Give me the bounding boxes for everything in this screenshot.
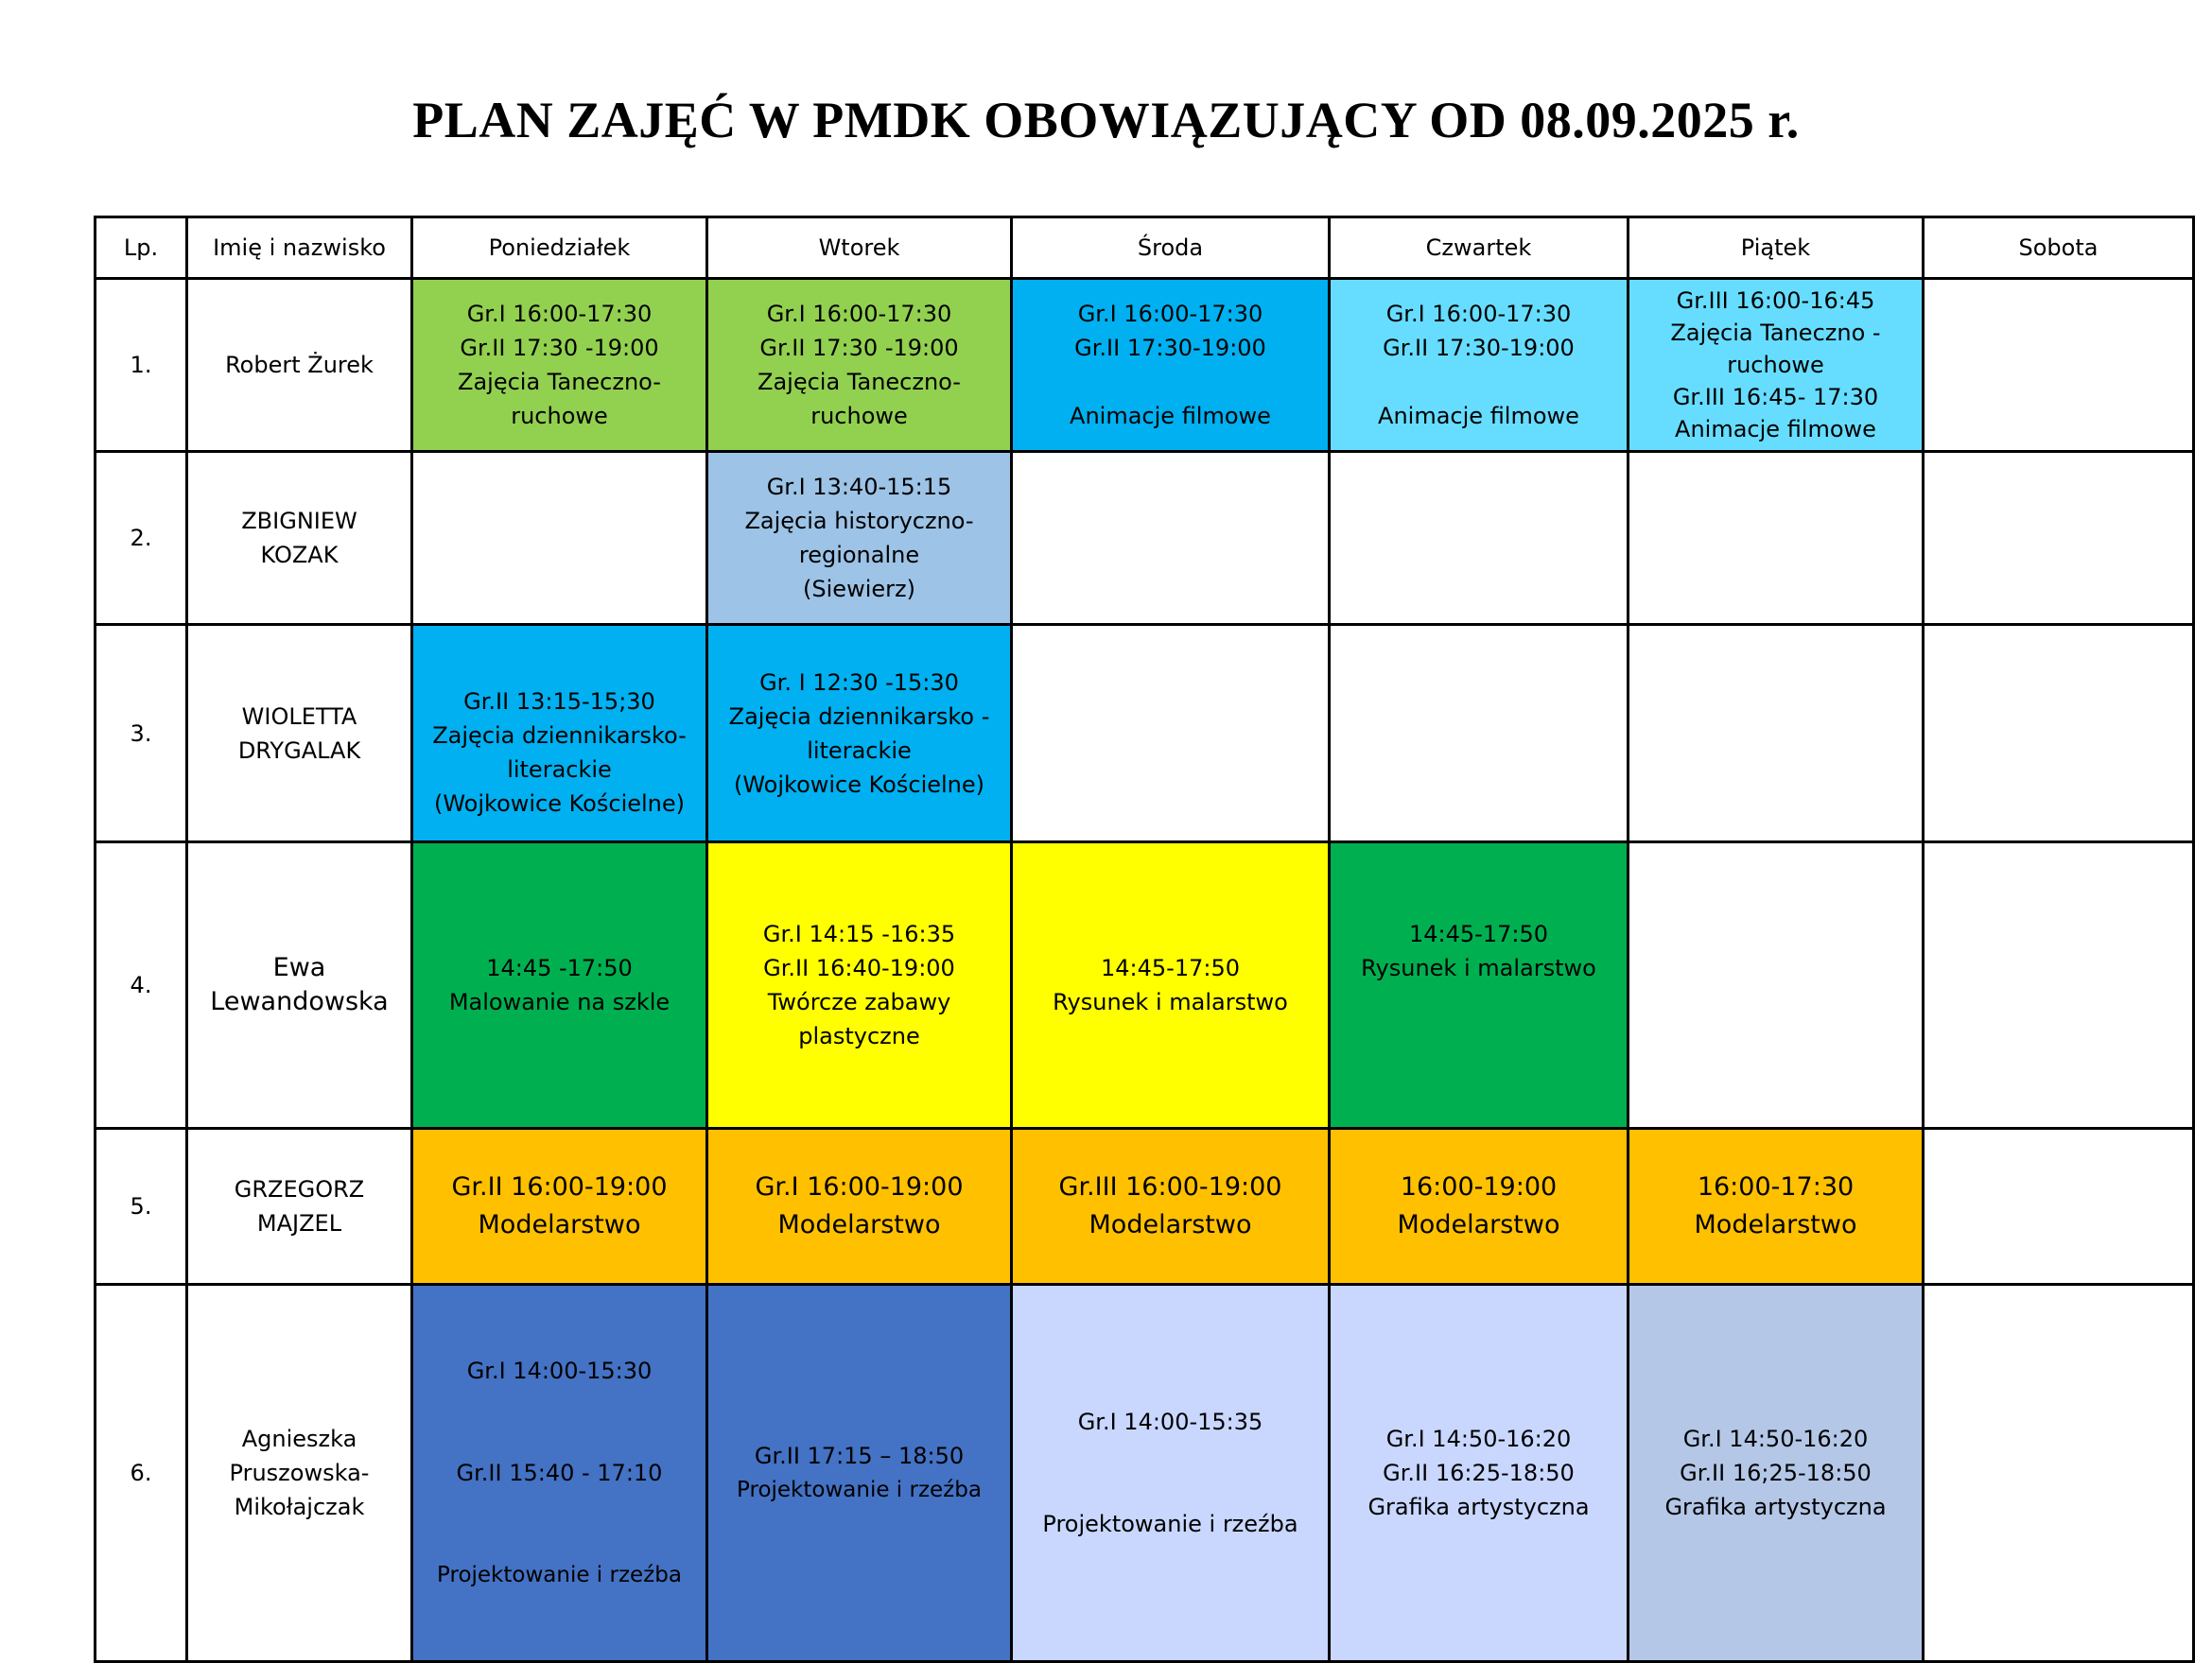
teacher-name-line: Agnieszka [241, 1426, 357, 1452]
cell-line: Modelarstwo [1089, 1210, 1252, 1239]
schedule-cell [1012, 842, 1330, 1129]
cell-line: Animacje filmowe [1378, 403, 1579, 429]
cell-line: Gr.I 16:00-17:30 [766, 301, 952, 327]
schedule-table [94, 216, 2195, 1663]
cell-line: Gr.I 16:00-17:30 [466, 301, 653, 327]
cell-line [1334, 365, 1623, 399]
cell-line: Gr.I 14:50-16:20 [1682, 1426, 1869, 1452]
schedule-cell [1012, 452, 1330, 625]
row-number: 5. [96, 1129, 187, 1285]
cell-line: Projektowanie i rzeźba [1042, 1511, 1298, 1537]
schedule-cell [1330, 1285, 1629, 1662]
schedule-cell [707, 1285, 1012, 1662]
cell-line: ruchowe [1727, 352, 1824, 378]
table-row [96, 1285, 2194, 1662]
cell-line: 16:00-17:30 [1697, 1172, 1855, 1202]
cell-line: ruchowe [511, 403, 608, 429]
table-row [96, 842, 2194, 1129]
cell-line: Zajęcia dziennikarsko - [728, 702, 990, 730]
teacher-name [187, 1285, 412, 1662]
cell-line: Gr.I 16:00-19:00 [755, 1172, 964, 1202]
header-wednesday: Środa [1012, 217, 1330, 279]
cell-line: Gr.I 16:00-17:30 [1077, 301, 1263, 327]
schedule-cell [1012, 1129, 1330, 1285]
header-saturday: Sobota [1924, 217, 2194, 279]
schedule-cell [1330, 842, 1629, 1129]
cell-line: Gr.I 16:00-17:30 [1385, 301, 1572, 327]
schedule-cell [1629, 1285, 1924, 1662]
cell-line: Projektowanie i rzeźba [437, 1563, 682, 1587]
schedule-cell [1629, 1129, 1924, 1285]
table-row [96, 452, 2194, 625]
cell-line: Zajęcia Taneczno - [1670, 320, 1881, 346]
cell-line: Gr.II 16:40-19:00 [763, 955, 955, 981]
cell-line: 14:45-17:50 [1409, 921, 1548, 947]
row-number: 6. [96, 1285, 187, 1662]
cell-line: Rysunek i malarstwo [1053, 989, 1288, 1015]
cell-line: Modelarstwo [478, 1210, 641, 1239]
schedule-cell [412, 1129, 707, 1285]
schedule-cell [1924, 625, 2194, 842]
teacher-name-line: DRYGALAK [237, 736, 361, 764]
teacher-name-line: WIOLETTA [241, 702, 357, 730]
schedule-cell [1330, 625, 1629, 842]
cell-line: Zajęcia Taneczno- [758, 369, 961, 395]
teacher-name-line: Ewa [272, 953, 326, 982]
header-row [96, 217, 2194, 279]
row-number: 3. [96, 625, 187, 842]
teacher-name [187, 279, 412, 452]
schedule-cell [412, 452, 707, 625]
cell-line: Grafika artystyczna [1367, 1494, 1590, 1520]
cell-line: Modelarstwo [1397, 1210, 1560, 1239]
cell-line: 16:00-19:00 [1400, 1172, 1558, 1202]
cell-line: literackie [807, 736, 912, 764]
teacher-name-line: ZBIGNIEW [241, 508, 357, 534]
schedule-cell [1924, 452, 2194, 625]
header-tuesday: Wtorek [707, 217, 1012, 279]
cell-line: Animacje filmowe [1675, 416, 1876, 442]
cell-line: Gr.I 13:40-15:15 [766, 474, 952, 500]
cell-line: Gr.II 16:25-18:50 [1383, 1460, 1575, 1486]
table-row [96, 279, 2194, 452]
header-name: Imię i nazwisko [187, 217, 412, 279]
schedule-cell [412, 1285, 707, 1662]
cell-line: Gr. I 12:30 -15:30 [759, 668, 959, 696]
schedule-cell [707, 1129, 1012, 1285]
cell-line: Gr.II 17:30-19:00 [1074, 335, 1266, 361]
row-number: 4. [96, 842, 187, 1129]
schedule-cell [1924, 1129, 2194, 1285]
cell-line: 14:45 -17:50 [486, 955, 633, 981]
header-thursday: Czwartek [1330, 217, 1629, 279]
teacher-name [187, 452, 412, 625]
cell-line: Zajęcia Taneczno- [458, 369, 661, 395]
schedule-cell [1924, 842, 2194, 1129]
schedule-cell [412, 842, 707, 1129]
schedule-cell [1012, 1285, 1330, 1662]
cell-line: Gr.II 16;25-18:50 [1680, 1460, 1872, 1486]
cell-line: Malowanie na szkle [448, 989, 671, 1015]
cell-line: Rysunek i malarstwo [1361, 955, 1596, 981]
cell-line [1017, 365, 1324, 399]
table-row [96, 625, 2194, 842]
teacher-name-line: Mikołajczak [234, 1494, 365, 1520]
cell-line: Gr.II 13:15-15;30 [463, 687, 655, 715]
cell-line: Gr.III 16:00-19:00 [1058, 1172, 1282, 1202]
schedule-cell [707, 625, 1012, 842]
cell-line: Gr.I 14:50-16:20 [1385, 1426, 1572, 1452]
schedule-cell [1629, 842, 1924, 1129]
schedule-cell [1924, 1285, 2194, 1662]
schedule-cell [1330, 1129, 1629, 1285]
schedule-cell [707, 279, 1012, 452]
schedule-cell [1629, 452, 1924, 625]
schedule-cell [1012, 625, 1330, 842]
schedule-cell [1924, 279, 2194, 452]
teacher-name-line: KOZAK [260, 542, 339, 568]
cell-line: Gr.I 14:00-15:30 [466, 1358, 653, 1384]
schedule-cell [1012, 279, 1330, 452]
cell-line: Gr.II 15:40 - 17:10 [456, 1460, 663, 1486]
cell-line: Twórcze zabawy [767, 989, 951, 1015]
cell-line: Gr.II 17:30 -19:00 [759, 335, 959, 361]
cell-line: literackie [507, 755, 612, 783]
cell-line: (Siewierz) [803, 576, 915, 602]
cell-line: Gr.II 17:15 – 18:50 [754, 1443, 965, 1469]
cell-line: (Wojkowice Kościelne) [433, 789, 686, 817]
teacher-name [187, 1129, 412, 1285]
schedule-cell [1330, 279, 1629, 452]
cell-line: Gr.III 16:00-16:45 [1676, 287, 1875, 314]
cell-line: Zajęcia dziennikarsko- [432, 721, 687, 749]
cell-line: Gr.I 14:15 -16:35 [762, 921, 956, 947]
cell-line: Gr.II 17:30-19:00 [1383, 335, 1575, 361]
schedule-cell [707, 842, 1012, 1129]
schedule-cell [412, 625, 707, 842]
cell-line: Zajęcia historyczno- [744, 508, 974, 534]
cell-line: Gr.I 14:00-15:35 [1077, 1409, 1263, 1435]
row-number: 2. [96, 452, 187, 625]
header-lp: Lp. [96, 217, 187, 279]
teacher-name [187, 625, 412, 842]
row-number: 1. [96, 279, 187, 452]
cell-line: Gr.III 16:45- 17:30 [1672, 384, 1879, 410]
schedule-cell [707, 452, 1012, 625]
table-row [96, 1129, 2194, 1285]
teacher-name-line: Pruszowska- [229, 1460, 370, 1486]
cell-line: Projektowanie i rzeźba [737, 1478, 982, 1502]
cell-line: Gr.II 17:30 -19:00 [460, 335, 659, 361]
cell-line: Modelarstwo [777, 1210, 941, 1239]
teacher-name-line: Robert Żurek [225, 352, 374, 378]
teacher-name-line: MAJZEL [256, 1210, 342, 1237]
cell-line: plastyczne [798, 1023, 920, 1049]
schedule-cell [1330, 452, 1629, 625]
schedule-cell [1629, 279, 1924, 452]
cell-line: Animacje filmowe [1070, 403, 1271, 429]
teacher-name-line: GRZEGORZ [234, 1176, 365, 1203]
schedule-cell [412, 279, 707, 452]
page-title: PLAN ZAJĘĆ W PMDK OBOWIĄZUJĄCY OD 08.09.2025 r. [412, 92, 1800, 148]
cell-line: regionalne [798, 542, 920, 568]
cell-line: ruchowe [810, 403, 908, 429]
cell-line: 14:45-17:50 [1101, 955, 1240, 981]
header-monday: Poniedziałek [412, 217, 707, 279]
header-friday: Piątek [1629, 217, 1924, 279]
teacher-name [187, 842, 412, 1129]
cell-line: Gr.II 16:00-19:00 [451, 1172, 668, 1202]
cell-line: Modelarstwo [1694, 1210, 1857, 1239]
schedule-cell [1629, 625, 1924, 842]
teacher-name-line: Lewandowska [210, 987, 389, 1016]
cell-line: Grafika artystyczna [1664, 1494, 1887, 1520]
cell-line: (Wojkowice Kościelne) [733, 771, 985, 798]
